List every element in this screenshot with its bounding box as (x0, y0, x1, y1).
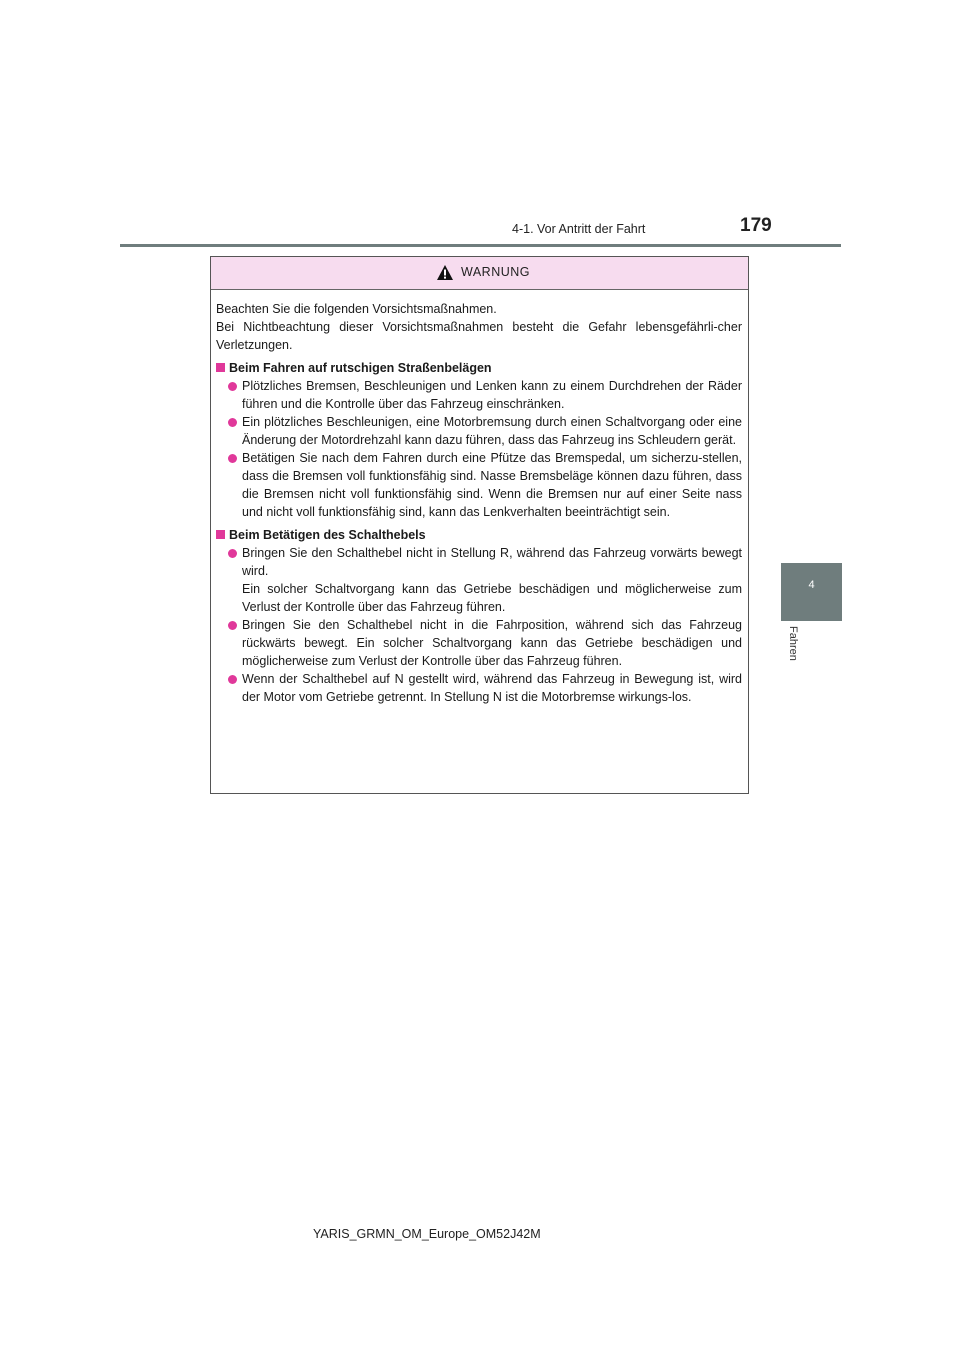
section-title: 4-1. Vor Antritt der Fahrt (512, 222, 646, 236)
chapter-label-container (783, 626, 811, 676)
warning-body (216, 300, 742, 706)
square-bullet-icon (216, 363, 225, 372)
square-bullet-icon (216, 530, 225, 539)
section-heading-slippery: Beim Fahren auf rutschigen Straßenbelägen (216, 359, 742, 377)
page-number: 179 (740, 215, 772, 236)
list-item: Bringen Sie den Schalthebel nicht in Stellung R, während das Fahrzeug vorwärts bewegt wird. Ein solcher Schaltvorgang kann das Getriebe beschädigen und möglicherweise zum Verlust der Kontrolle über das Fahrzeug führen. (216, 544, 742, 616)
round-bullet-icon (228, 418, 237, 427)
list-item: Plötzliches Bremsen, Beschleunigen und Lenken kann zu einem Durchdrehen der Räder führen und die Kontrolle über das Fahrzeug einschränken. (216, 377, 742, 413)
list-item: Bringen Sie den Schalthebel nicht in die Fahrposition, während sich das Fahrzeug rückwärts bewegt. Ein solcher Schaltvorgang kann das Getriebe beschädigen und möglicherweise zum Verlust der Kontrolle über das Fahrzeug führen. (216, 616, 742, 670)
intro-line-1: Beachten Sie die folgenden Vorsichtsmaßnahmen. (216, 302, 497, 316)
round-bullet-icon (228, 675, 237, 684)
warning-triangle-icon (436, 264, 454, 281)
chapter-label: Fahren (787, 626, 799, 661)
list-item-continuation: Ein solcher Schaltvorgang kann das Getriebe beschädigen und möglicherweise zum Verlust der Kontrolle über das Fahrzeug führen. (242, 582, 742, 614)
round-bullet-icon (228, 549, 237, 558)
document-id: YARIS_GRMN_OM_Europe_OM52J42M (313, 1227, 541, 1241)
list-item: Betätigen Sie nach dem Fahren durch eine Pfütze das Bremspedal, um sicherzu-stellen, dass die Bremsen voll funktionsfähig sind. Nasse Bremsbeläge können dazu führen, dass die Bremsen nicht voll funktionsfähig sind. Wenn die Bremsen nur auf einer Seite nass und nicht voll funktionsfähig sind, kann das Lenkverhalten beeinträchtigt sein. (216, 449, 742, 521)
intro-line-2: Bei Nichtbeachtung dieser Vorsichtsmaßnahmen besteht die Gefahr lebensgefährli-cher Verletzungen. (216, 320, 742, 352)
round-bullet-icon (228, 382, 237, 391)
list-item: Ein plötzliches Beschleunigen, eine Motorbremsung durch einen Schaltvorgang oder eine Änderung der Motordrehzahl kann dazu führen, dass das Fahrzeug ins Schleudern gerät. (216, 413, 742, 449)
round-bullet-icon (228, 621, 237, 630)
warning-title: WARNUNG (461, 265, 531, 279)
list-item: Wenn der Schalthebel auf N gestellt wird, während das Fahrzeug in Bewegung ist, wird der Motor vom Getriebe getrennt. In Stellung N ist die Motorbremse wirkungs-los. (216, 670, 742, 706)
warning-box (210, 256, 749, 794)
section-heading-shift-lever: Beim Betätigen des Schalthebels (216, 526, 742, 544)
round-bullet-icon (228, 454, 237, 463)
chapter-number: 4 (808, 579, 815, 591)
chapter-tab (781, 563, 842, 621)
warning-header (211, 257, 748, 290)
header-divider (120, 244, 841, 247)
